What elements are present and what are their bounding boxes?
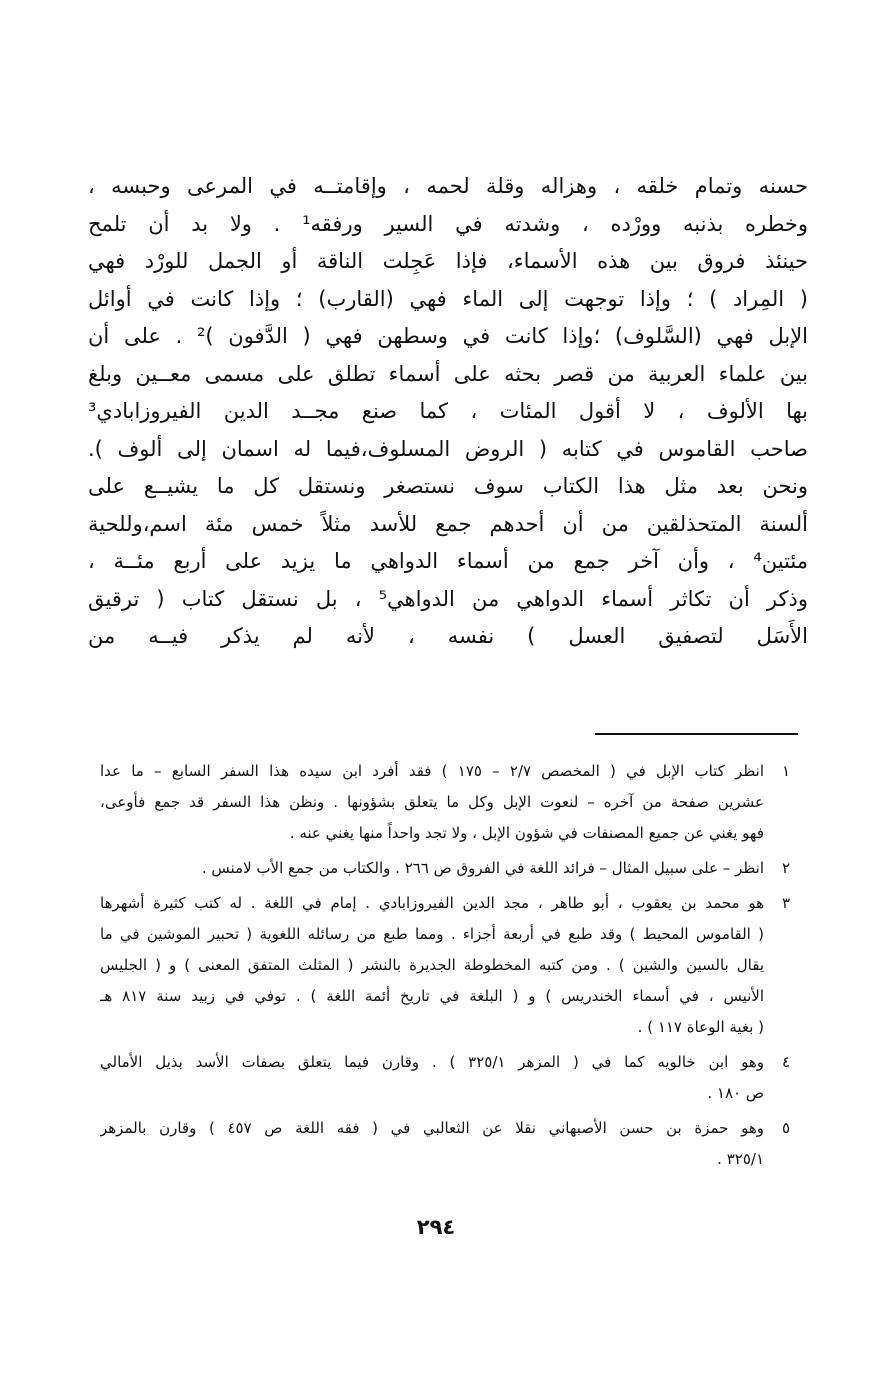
text-line: صاحب القاموس في كتابه ( الروض المسلوف،فيما له اسمان إلى ألوف ). [88, 436, 808, 461]
footnote-5 [100, 1113, 790, 1175]
footnote-4 [100, 1047, 790, 1109]
footnote-line: عشرين صفحة من آخره – لنعوت الإبل وكل ما يتعلق بشؤونها . ونظن هذا السفر قد جمع فأوعى، [100, 793, 764, 811]
page-number: ٢٩٤ [416, 1215, 456, 1239]
footnote-line: يقال بالسين والشين ) . ومن كتبه المخطوطة الجديرة بالنشر ( المثلث المتفق المعنى ) و ( الجليس [100, 956, 764, 974]
footnote-line: انظر كتاب الإبل في ( المخصص ٢/٧ – ١٧٥ ) فقد أفرد ابن سيده هذا السفر السابع – ما عدا [100, 762, 764, 780]
footnote-number: ١ [781, 762, 790, 780]
main-text [88, 168, 808, 656]
text-line: ( المِراد ) ؛ وإذا توجهت إلى الماء فهي (القارب) ؛ وإذا كانت في أوائل [88, 286, 808, 311]
footnotes [100, 756, 790, 1175]
footnote-number: ٤ [781, 1053, 790, 1071]
footnote-1 [100, 756, 790, 849]
footnote-body [100, 1047, 764, 1109]
text-line: ألسنة المتحذلقين من أن أحدهم جمع للأسد مثلاً خمس مئة اسم،وللحية [88, 511, 808, 536]
footnote-line: فهو يغني عن جميع المصنفات في شؤون الإبل ، ولا تجد واحداً منها يغني عنه . [289, 824, 764, 842]
footnote-2 [100, 853, 790, 884]
text-line: بها الألوف ، لا أقول المئات ، كما صنع مجــد الدين الفيروزابادي³ [88, 399, 808, 423]
footnote-line: وهو حمزة بن حسن الأصبهاني نقلا عن الثعالبي في ( فقه اللغة ص ٤٥٧ ) وقارن بالمزهر [100, 1119, 764, 1137]
text-line: مئتين⁴ ، وأن آخر جمع من أسماء الدواهي ما يزيد على أربع مئــة ، [88, 549, 808, 573]
footnote-divider [595, 733, 798, 735]
footnote-line: وهو ابن خالويه كما في ( المزهر ٣٢٥/١ ) . وقارن فيما يتعلق بصفات الأسد بذيل الأمالي [100, 1053, 764, 1071]
footnote-body [100, 853, 764, 884]
footnote-body [100, 1113, 764, 1175]
footnote-number: ٥ [781, 1119, 790, 1137]
footnote-number: ٣ [781, 894, 790, 912]
footnote-body [100, 756, 764, 849]
text-line: حسنه وتمام خلقه ، وهزاله وقلة لحمه ، وإقامتــه في المرعى وحبسه ، [88, 174, 808, 198]
footnote-line: ٣٢٥/١ . [717, 1150, 764, 1168]
text-line: ونحن بعد مثل هذا الكتاب سوف نستصغر ونستقل كل ما يشيــع على [88, 474, 808, 498]
footnote-3 [100, 888, 790, 1043]
text-line: وخطره بذنبه وورْده ، وشدته في السير ورفقه¹ . ولا بد أن تلمح [88, 211, 808, 236]
footnote-line: هو محمد بن يعقوب ، أبو طاهر ، مجد الدين الفيروزابادي . إمام في اللغة . له كتب كثيرة أشهرها [100, 894, 764, 912]
footnote-body [100, 888, 764, 1043]
footnote-line: ( بغية الوعاة ١١٧ ) . [637, 1018, 764, 1036]
footnote-line: انظر – على سبيل المثال – فرائد اللغة في الفروق ص ٢٦٦ . والكتاب من جمع الأب لامنس . [201, 859, 764, 877]
footnote-line: ( القاموس المحيط ) وقد طبع في أربعة أجزاء . ومما طبع من رسائله اللغوية ( تحبير الموشين في ما [100, 925, 764, 943]
footnote-line: ص ١٨٠ . [707, 1084, 764, 1102]
footnote-line: الأنيس ، في أسماء الخندريس ) و ( البلغة في تاريخ أئمة اللغة ) . توفي في زبيد سنة ٨١٧ هـ [100, 987, 764, 1005]
text-line: حينئذ فروق بين هذه الأسماء، فإذا عَجِلت الناقة أو الجمل للورْد فهي [88, 249, 808, 273]
text-line: وذكر أن تكاثر أسماء الدواهي من الدواهي⁵ ، بل نستقل كتاب ( ترقيق [88, 586, 808, 611]
text-line: الأَسَل لتصفيق العسل ) نفسه ، لأنه لم يذكر فيــه من [88, 624, 808, 648]
text-line: بين علماء العربية من قصر بحثه على أسماء تطلق على مسمى معــين وبلغ [88, 361, 808, 386]
text-line: الإبل فهي (السَّلوف) ؛وإذا كانت في وسطهن فهي ( الدَّفون )² . على أن [88, 324, 808, 348]
footnote-number: ٢ [781, 859, 790, 877]
